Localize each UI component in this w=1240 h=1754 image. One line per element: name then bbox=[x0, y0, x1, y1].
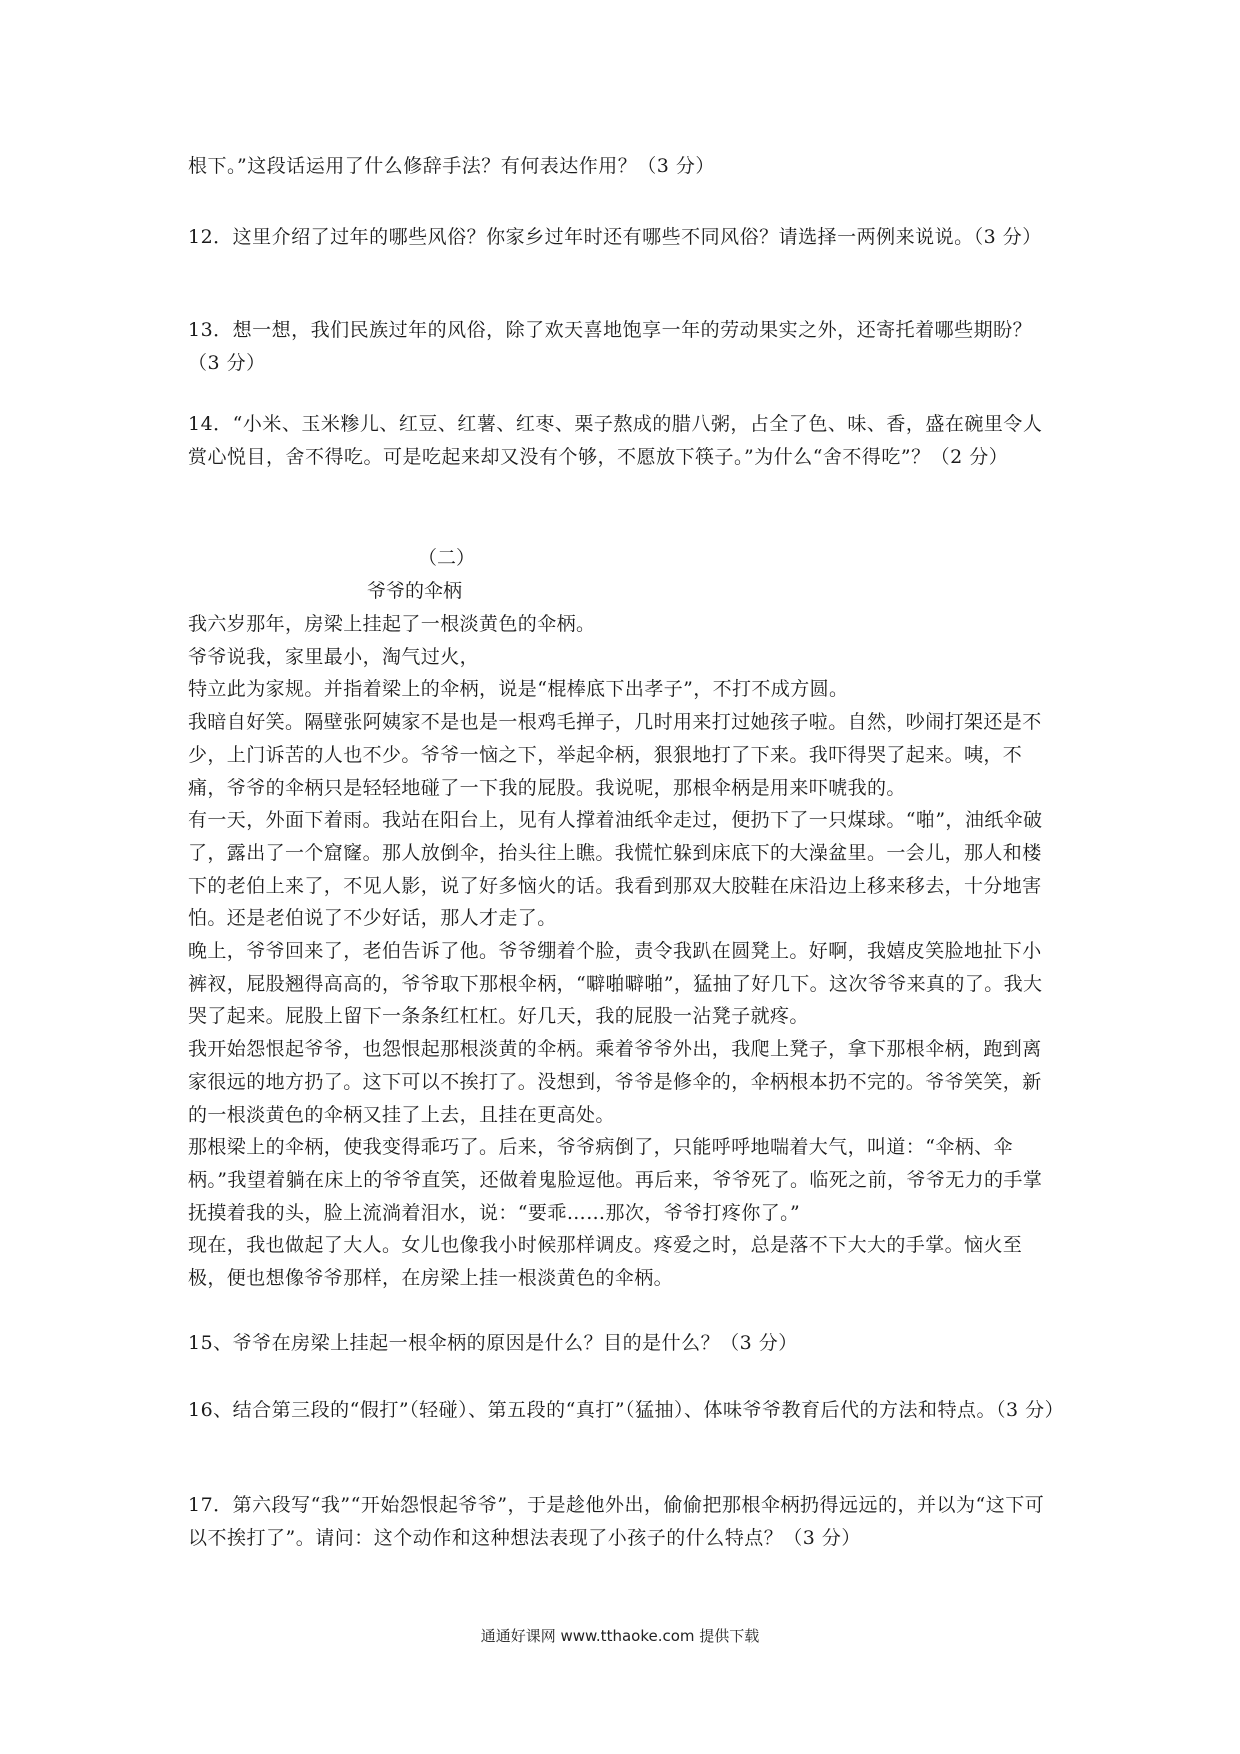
story-paragraph-7: 我开始怨恨起爷爷，也怨恨起那根淡黄的伞柄。乘着爷爷外出，我爬上凳子，拿下那根伞柄，跑到离家很远的地方扔了。这下可以不挨打了。没想到，爷爷是修伞的，伞柄根本扔不完的。爷爷笑笑，新的一根淡黄色的伞柄又挂了上去，且挂在更高处。 bbox=[188, 1038, 1042, 1126]
question-12: 12．这里介绍了过年的哪些风俗？你家乡过年时还有哪些不同风俗？请选择一两例来说说。（3 分） bbox=[188, 226, 1042, 248]
section-label: （二） bbox=[418, 547, 476, 569]
story-body bbox=[188, 608, 1058, 1295]
story-paragraph-4: 我暗自好笑。隔壁张阿姨家不是也是一根鸡毛掸子，几时用来打过她孩子啦。自然，吵闹打架还是不少，上门诉苦的人也不少。爷爷一恼之下，举起伞柄，狠狠地打了下来。我吓得哭了起来。咦，不痛，爷爷的伞柄只是轻轻地碰了一下我的屁股。我说呢，那根伞柄是用来吓唬我的。 bbox=[188, 711, 1042, 799]
story-title: 爷爷的伞柄 bbox=[367, 580, 463, 602]
story-paragraph-1: 我六岁那年，房梁上挂起了一根淡黄色的伞柄。 bbox=[188, 613, 596, 635]
story-paragraph-6: 晚上，爷爷回来了，老伯告诉了他。爷爷绷着个脸，责令我趴在圆凳上。好啊，我嬉皮笑脸地扯下小裤衩，屁股翘得高高的，爷爷取下那根伞柄，“噼啪噼啪”，猛抽了好几下。这次爷爷来真的了。我大哭了起来。屁股上留下一条条红杠杠。好几天，我的屁股一沾凳子就疼。 bbox=[188, 940, 1043, 1028]
page-footer: 通通好课网 www.tthaoke.com 提供下载 bbox=[480, 1627, 760, 1645]
question-14: 14．“小米、玉米糁儿、红豆、红薯、红枣、栗子熬成的腊八粥，占全了色、味、香，盛在碗里令人赏心悦目，舍不得吃。可是吃起来却又没有个够，不愿放下筷子。”为什么“舍不得吃”？（2 分） bbox=[188, 413, 1043, 468]
story-paragraph-8: 那根梁上的伞柄，使我变得乖巧了。后来，爷爷病倒了，只能呼呼地喘着大气，叫道：“伞柄、伞柄。”我望着躺在床上的爷爷直笑，还做着鬼脸逗他。再后来，爷爷死了。临死之前，爷爷无力的手掌抚摸着我的头，脸上流淌着泪水，说：“要乖……那次，爷爷打疼你了。” bbox=[188, 1136, 1043, 1224]
question-17: 17．第六段写“我”“开始怨恨起爷爷”，于是趁他外出，偷偷把那根伞柄扔得远远的，并以为“这下可以不挨打了”。请问：这个动作和这种想法表现了小孩子的什么特点？（3 分） bbox=[188, 1494, 1045, 1549]
question-11-tail: 根下。”这段话运用了什么修辞手法？有何表达作用？（3 分） bbox=[188, 155, 715, 177]
story-paragraph-2: 爷爷说我，家里最小，淘气过火， bbox=[188, 645, 480, 668]
question-13: 13．想一想，我们民族过年的风俗，除了欢天喜地饱享一年的劳动果实之外，还寄托着哪些期盼？（3 分） bbox=[188, 319, 1033, 374]
question-16: 16、结合第三段的“假打”（轻碰）、第五段的“真打”（猛抽）、体味爷爷教育后代的方法和特点。（3 分） bbox=[188, 1399, 1065, 1421]
story-paragraph-9: 现在，我也做起了大人。女儿也像我小时候那样调皮。疼爱之时，总是落不下大大的手掌。恼火至极，便也想像爷爷那样，在房梁上挂一根淡黄色的伞柄。 bbox=[188, 1234, 1023, 1290]
question-15: 15、爷爷在房梁上挂起一根伞柄的原因是什么？目的是什么？（3 分） bbox=[188, 1332, 798, 1354]
story-paragraph-3: 特立此为家规。并指着梁上的伞柄，说是“棍棒底下出孝子”，不打不成方圆。 bbox=[188, 678, 849, 701]
story-paragraph-5: 有一天，外面下着雨。我站在阳台上，见有人撑着油纸伞走过，便扔下了一只煤球。“啪”，油纸伞破了，露出了一个窟窿。那人放倒伞，抬头往上瞧。我慌忙躲到床底下的大澡盆里。一会儿，那人和楼下的老伯上来了，不见人影，说了好多恼火的话。我看到那双大胶鞋在床沿边上移来移去，十分地害怕。还是老伯说了不少好话，那人才走了。 bbox=[188, 809, 1043, 930]
